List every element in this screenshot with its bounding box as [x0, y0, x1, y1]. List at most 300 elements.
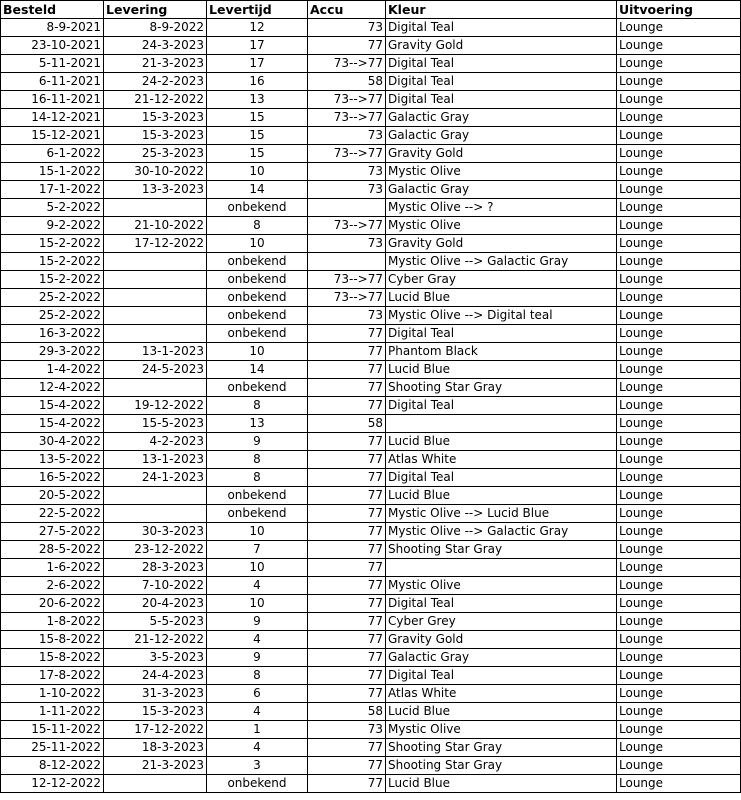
cell-accu: 77 [308, 469, 386, 487]
cell-uitvoering: Lounge [617, 523, 741, 541]
cell-kleur: Mystic Olive --> Digital teal [386, 307, 617, 325]
cell-levering: 4-2-2023 [104, 433, 207, 451]
cell-levertijd: 4 [207, 703, 308, 721]
cell-besteld: 8-9-2021 [1, 19, 104, 37]
cell-levering: 5-5-2023 [104, 613, 207, 631]
table-row [1, 775, 741, 793]
cell-besteld: 25-2-2022 [1, 289, 104, 307]
cell-kleur: Atlas White [386, 685, 617, 703]
table-row [1, 19, 741, 37]
cell-kleur: Mystic Olive [386, 721, 617, 739]
table-row [1, 91, 741, 109]
cell-levertijd: 4 [207, 631, 308, 649]
cell-besteld: 8-12-2022 [1, 757, 104, 775]
cell-levering: 24-2-2023 [104, 73, 207, 91]
cell-besteld: 6-1-2022 [1, 145, 104, 163]
table-row [1, 343, 741, 361]
cell-besteld: 29-3-2022 [1, 343, 104, 361]
cell-besteld: 2-6-2022 [1, 577, 104, 595]
cell-accu: 77 [308, 397, 386, 415]
table-row [1, 109, 741, 127]
cell-besteld: 27-5-2022 [1, 523, 104, 541]
cell-levering: 21-3-2023 [104, 757, 207, 775]
cell-uitvoering: Lounge [617, 145, 741, 163]
cell-besteld: 14-12-2021 [1, 109, 104, 127]
cell-accu: 77 [308, 667, 386, 685]
table-row [1, 505, 741, 523]
cell-besteld: 28-5-2022 [1, 541, 104, 559]
cell-uitvoering: Lounge [617, 541, 741, 559]
cell-levertijd: 10 [207, 595, 308, 613]
cell-levertijd: 1 [207, 721, 308, 739]
cell-levertijd: onbekend [207, 253, 308, 271]
cell-levering: 21-12-2022 [104, 91, 207, 109]
cell-kleur: Lucid Blue [386, 487, 617, 505]
cell-kleur [386, 415, 617, 433]
table-row [1, 361, 741, 379]
cell-levering: 17-12-2022 [104, 721, 207, 739]
cell-levering: 25-3-2023 [104, 145, 207, 163]
cell-levering [104, 379, 207, 397]
cell-levering: 17-12-2022 [104, 235, 207, 253]
cell-besteld: 17-8-2022 [1, 667, 104, 685]
cell-uitvoering: Lounge [617, 721, 741, 739]
cell-uitvoering: Lounge [617, 613, 741, 631]
table-row [1, 703, 741, 721]
cell-besteld: 15-4-2022 [1, 415, 104, 433]
header-kleur: Kleur [386, 1, 617, 19]
cell-accu: 58 [308, 73, 386, 91]
cell-levertijd: onbekend [207, 487, 308, 505]
cell-levering [104, 325, 207, 343]
cell-levertijd: 3 [207, 757, 308, 775]
cell-levertijd: 7 [207, 541, 308, 559]
cell-accu: 73-->77 [308, 55, 386, 73]
table-row [1, 595, 741, 613]
cell-uitvoering: Lounge [617, 577, 741, 595]
cell-uitvoering: Lounge [617, 397, 741, 415]
table-row [1, 73, 741, 91]
cell-levering: 31-3-2023 [104, 685, 207, 703]
cell-uitvoering: Lounge [617, 469, 741, 487]
cell-accu: 73 [308, 181, 386, 199]
header-uitvoering: Uitvoering [617, 1, 741, 19]
cell-levering: 3-5-2023 [104, 649, 207, 667]
cell-levertijd: 17 [207, 37, 308, 55]
cell-kleur: Shooting Star Gray [386, 757, 617, 775]
cell-besteld: 9-2-2022 [1, 217, 104, 235]
cell-accu: 58 [308, 415, 386, 433]
cell-besteld: 25-2-2022 [1, 307, 104, 325]
cell-levering: 15-3-2023 [104, 109, 207, 127]
cell-uitvoering: Lounge [617, 253, 741, 271]
cell-kleur: Galactic Gray [386, 649, 617, 667]
cell-accu: 77 [308, 379, 386, 397]
cell-uitvoering: Lounge [617, 289, 741, 307]
cell-uitvoering: Lounge [617, 109, 741, 127]
header-besteld: Besteld [1, 1, 104, 19]
cell-accu: 77 [308, 505, 386, 523]
cell-levering: 24-3-2023 [104, 37, 207, 55]
cell-besteld: 1-8-2022 [1, 613, 104, 631]
cell-levertijd: 9 [207, 613, 308, 631]
table-row [1, 127, 741, 145]
cell-levertijd: 9 [207, 649, 308, 667]
cell-kleur: Digital Teal [386, 667, 617, 685]
cell-accu: 77 [308, 541, 386, 559]
cell-accu: 77 [308, 613, 386, 631]
cell-accu: 77 [308, 451, 386, 469]
cell-kleur: Digital Teal [386, 19, 617, 37]
cell-kleur: Shooting Star Gray [386, 541, 617, 559]
cell-levertijd: onbekend [207, 289, 308, 307]
cell-uitvoering: Lounge [617, 451, 741, 469]
cell-levering: 13-3-2023 [104, 181, 207, 199]
cell-besteld: 15-4-2022 [1, 397, 104, 415]
cell-accu: 73-->77 [308, 145, 386, 163]
cell-uitvoering: Lounge [617, 649, 741, 667]
table-row [1, 667, 741, 685]
cell-accu: 77 [308, 775, 386, 793]
cell-accu: 77 [308, 739, 386, 757]
cell-accu [308, 199, 386, 217]
cell-besteld: 1-6-2022 [1, 559, 104, 577]
cell-kleur: Lucid Blue [386, 361, 617, 379]
cell-levering: 21-10-2022 [104, 217, 207, 235]
cell-levering [104, 307, 207, 325]
cell-levertijd: 15 [207, 109, 308, 127]
cell-uitvoering: Lounge [617, 631, 741, 649]
cell-levertijd: 4 [207, 739, 308, 757]
cell-kleur: Mystic Olive --> Galactic Gray [386, 523, 617, 541]
table-row [1, 649, 741, 667]
cell-kleur: Atlas White [386, 451, 617, 469]
cell-accu: 73-->77 [308, 91, 386, 109]
cell-levering: 24-1-2023 [104, 469, 207, 487]
cell-levertijd: 10 [207, 163, 308, 181]
cell-levering [104, 775, 207, 793]
table-row [1, 37, 741, 55]
cell-levering [104, 271, 207, 289]
cell-besteld: 16-3-2022 [1, 325, 104, 343]
cell-besteld: 20-6-2022 [1, 595, 104, 613]
cell-kleur: Lucid Blue [386, 289, 617, 307]
cell-kleur: Galactic Gray [386, 181, 617, 199]
header-row [1, 1, 741, 19]
table-row [1, 253, 741, 271]
table-row [1, 325, 741, 343]
cell-levertijd: onbekend [207, 505, 308, 523]
table-row [1, 163, 741, 181]
table-row [1, 181, 741, 199]
cell-accu: 77 [308, 433, 386, 451]
table-row [1, 379, 741, 397]
table-row [1, 757, 741, 775]
cell-kleur: Mystic Olive [386, 577, 617, 595]
cell-levering [104, 289, 207, 307]
cell-levertijd: 8 [207, 667, 308, 685]
table-row [1, 523, 741, 541]
cell-levertijd: 16 [207, 73, 308, 91]
cell-besteld: 12-4-2022 [1, 379, 104, 397]
cell-uitvoering: Lounge [617, 127, 741, 145]
cell-besteld: 15-2-2022 [1, 235, 104, 253]
cell-uitvoering: Lounge [617, 415, 741, 433]
cell-kleur: Lucid Blue [386, 703, 617, 721]
cell-besteld: 30-4-2022 [1, 433, 104, 451]
cell-levering: 21-12-2022 [104, 631, 207, 649]
table-row [1, 271, 741, 289]
cell-kleur: Galactic Gray [386, 109, 617, 127]
cell-accu: 73 [308, 307, 386, 325]
cell-besteld: 17-1-2022 [1, 181, 104, 199]
cell-kleur: Cyber Grey [386, 613, 617, 631]
cell-levertijd: 10 [207, 235, 308, 253]
cell-uitvoering: Lounge [617, 559, 741, 577]
cell-accu: 77 [308, 577, 386, 595]
cell-levering [104, 487, 207, 505]
cell-levering: 18-3-2023 [104, 739, 207, 757]
cell-besteld: 13-5-2022 [1, 451, 104, 469]
cell-accu: 73 [308, 163, 386, 181]
cell-uitvoering: Lounge [617, 37, 741, 55]
table-row [1, 289, 741, 307]
cell-kleur: Gravity Gold [386, 37, 617, 55]
cell-accu: 73-->77 [308, 289, 386, 307]
cell-besteld: 12-12-2022 [1, 775, 104, 793]
cell-levertijd: onbekend [207, 775, 308, 793]
cell-levertijd: 12 [207, 19, 308, 37]
cell-accu: 73 [308, 235, 386, 253]
cell-kleur [386, 559, 617, 577]
cell-levering: 21-3-2023 [104, 55, 207, 73]
table-row [1, 145, 741, 163]
cell-uitvoering: Lounge [617, 361, 741, 379]
cell-kleur: Lucid Blue [386, 433, 617, 451]
cell-uitvoering: Lounge [617, 775, 741, 793]
cell-accu: 77 [308, 631, 386, 649]
cell-kleur: Digital Teal [386, 397, 617, 415]
cell-levering [104, 505, 207, 523]
cell-besteld: 15-11-2022 [1, 721, 104, 739]
cell-besteld: 20-5-2022 [1, 487, 104, 505]
cell-besteld: 22-5-2022 [1, 505, 104, 523]
cell-kleur: Gravity Gold [386, 145, 617, 163]
table-body [1, 19, 741, 793]
cell-kleur: Mystic Olive [386, 163, 617, 181]
cell-levertijd: 6 [207, 685, 308, 703]
cell-levertijd: 17 [207, 55, 308, 73]
cell-levering [104, 199, 207, 217]
cell-levertijd: 14 [207, 181, 308, 199]
cell-besteld: 15-8-2022 [1, 631, 104, 649]
cell-besteld: 15-1-2022 [1, 163, 104, 181]
cell-besteld: 15-8-2022 [1, 649, 104, 667]
cell-besteld: 6-11-2021 [1, 73, 104, 91]
cell-levering: 8-9-2022 [104, 19, 207, 37]
cell-uitvoering: Lounge [617, 505, 741, 523]
cell-accu: 77 [308, 361, 386, 379]
cell-uitvoering: Lounge [617, 667, 741, 685]
cell-uitvoering: Lounge [617, 271, 741, 289]
cell-levertijd: onbekend [207, 307, 308, 325]
cell-levertijd: 9 [207, 433, 308, 451]
cell-levering: 24-4-2023 [104, 667, 207, 685]
cell-levertijd: 8 [207, 469, 308, 487]
cell-kleur: Digital Teal [386, 595, 617, 613]
cell-levertijd: 15 [207, 145, 308, 163]
cell-besteld: 23-10-2021 [1, 37, 104, 55]
cell-accu: 73-->77 [308, 271, 386, 289]
table-row [1, 397, 741, 415]
cell-uitvoering: Lounge [617, 199, 741, 217]
cell-levering: 15-3-2023 [104, 127, 207, 145]
table-row [1, 721, 741, 739]
cell-kleur: Shooting Star Gray [386, 739, 617, 757]
cell-accu: 77 [308, 523, 386, 541]
table-row [1, 685, 741, 703]
cell-uitvoering: Lounge [617, 235, 741, 253]
cell-uitvoering: Lounge [617, 325, 741, 343]
cell-levertijd: 13 [207, 415, 308, 433]
cell-levertijd: 4 [207, 577, 308, 595]
cell-levering: 30-10-2022 [104, 163, 207, 181]
header-accu: Accu [308, 1, 386, 19]
cell-kleur: Digital Teal [386, 91, 617, 109]
table-row [1, 307, 741, 325]
cell-uitvoering: Lounge [617, 19, 741, 37]
cell-levering: 19-12-2022 [104, 397, 207, 415]
cell-kleur: Gravity Gold [386, 235, 617, 253]
cell-kleur: Gravity Gold [386, 631, 617, 649]
cell-besteld: 1-10-2022 [1, 685, 104, 703]
cell-accu: 77 [308, 487, 386, 505]
cell-levertijd: 13 [207, 91, 308, 109]
cell-levering: 13-1-2023 [104, 343, 207, 361]
cell-besteld: 15-2-2022 [1, 253, 104, 271]
cell-accu: 77 [308, 757, 386, 775]
cell-uitvoering: Lounge [617, 703, 741, 721]
cell-accu: 77 [308, 595, 386, 613]
table-row [1, 541, 741, 559]
cell-levertijd: 10 [207, 559, 308, 577]
cell-kleur: Digital Teal [386, 73, 617, 91]
cell-besteld: 16-11-2021 [1, 91, 104, 109]
cell-uitvoering: Lounge [617, 91, 741, 109]
cell-levering: 30-3-2023 [104, 523, 207, 541]
cell-levertijd: 8 [207, 217, 308, 235]
cell-levering: 24-5-2023 [104, 361, 207, 379]
cell-besteld: 25-11-2022 [1, 739, 104, 757]
table-row [1, 631, 741, 649]
table-row [1, 613, 741, 631]
cell-levering: 23-12-2022 [104, 541, 207, 559]
cell-levertijd: 8 [207, 451, 308, 469]
cell-besteld: 5-11-2021 [1, 55, 104, 73]
cell-kleur: Digital Teal [386, 325, 617, 343]
cell-accu: 77 [308, 649, 386, 667]
cell-levertijd: onbekend [207, 199, 308, 217]
cell-kleur: Lucid Blue [386, 775, 617, 793]
cell-levering: 20-4-2023 [104, 595, 207, 613]
cell-besteld: 15-2-2022 [1, 271, 104, 289]
cell-levertijd: 8 [207, 397, 308, 415]
cell-uitvoering: Lounge [617, 595, 741, 613]
cell-levertijd: 10 [207, 343, 308, 361]
cell-uitvoering: Lounge [617, 181, 741, 199]
table-row [1, 235, 741, 253]
cell-levertijd: onbekend [207, 325, 308, 343]
table-row [1, 577, 741, 595]
cell-levertijd: 14 [207, 361, 308, 379]
cell-besteld: 1-11-2022 [1, 703, 104, 721]
cell-uitvoering: Lounge [617, 487, 741, 505]
cell-uitvoering: Lounge [617, 163, 741, 181]
table-row [1, 199, 741, 217]
table-row [1, 451, 741, 469]
table-row [1, 487, 741, 505]
cell-kleur: Digital Teal [386, 469, 617, 487]
cell-accu: 77 [308, 37, 386, 55]
cell-uitvoering: Lounge [617, 55, 741, 73]
header-levertijd: Levertijd [207, 1, 308, 19]
cell-accu [308, 253, 386, 271]
cell-kleur: Mystic Olive --> ? [386, 199, 617, 217]
table-row [1, 415, 741, 433]
cell-levering [104, 253, 207, 271]
cell-levertijd: 15 [207, 127, 308, 145]
cell-kleur: Galactic Gray [386, 127, 617, 145]
cell-levering: 15-5-2023 [104, 415, 207, 433]
header-levering: Levering [104, 1, 207, 19]
cell-levertijd: 10 [207, 523, 308, 541]
table-row [1, 217, 741, 235]
cell-levering: 15-3-2023 [104, 703, 207, 721]
cell-besteld: 5-2-2022 [1, 199, 104, 217]
cell-kleur: Mystic Olive --> Galactic Gray [386, 253, 617, 271]
cell-kleur: Cyber Gray [386, 271, 617, 289]
cell-accu: 73-->77 [308, 217, 386, 235]
cell-uitvoering: Lounge [617, 379, 741, 397]
cell-uitvoering: Lounge [617, 217, 741, 235]
cell-accu: 77 [308, 559, 386, 577]
cell-accu: 73 [308, 19, 386, 37]
cell-levertijd: onbekend [207, 379, 308, 397]
cell-uitvoering: Lounge [617, 685, 741, 703]
cell-kleur: Digital Teal [386, 55, 617, 73]
cell-kleur: Mystic Olive [386, 217, 617, 235]
cell-besteld: 16-5-2022 [1, 469, 104, 487]
cell-uitvoering: Lounge [617, 739, 741, 757]
cell-kleur: Phantom Black [386, 343, 617, 361]
cell-kleur: Shooting Star Gray [386, 379, 617, 397]
table-row [1, 739, 741, 757]
cell-accu: 77 [308, 343, 386, 361]
cell-accu: 73-->77 [308, 109, 386, 127]
cell-accu: 73 [308, 127, 386, 145]
cell-besteld: 15-12-2021 [1, 127, 104, 145]
cell-levertijd: onbekend [207, 271, 308, 289]
cell-kleur: Mystic Olive --> Lucid Blue [386, 505, 617, 523]
cell-accu: 58 [308, 703, 386, 721]
cell-besteld: 1-4-2022 [1, 361, 104, 379]
cell-accu: 73 [308, 721, 386, 739]
table-row [1, 559, 741, 577]
cell-uitvoering: Lounge [617, 307, 741, 325]
cell-levering: 7-10-2022 [104, 577, 207, 595]
table-row [1, 55, 741, 73]
cell-accu: 77 [308, 325, 386, 343]
